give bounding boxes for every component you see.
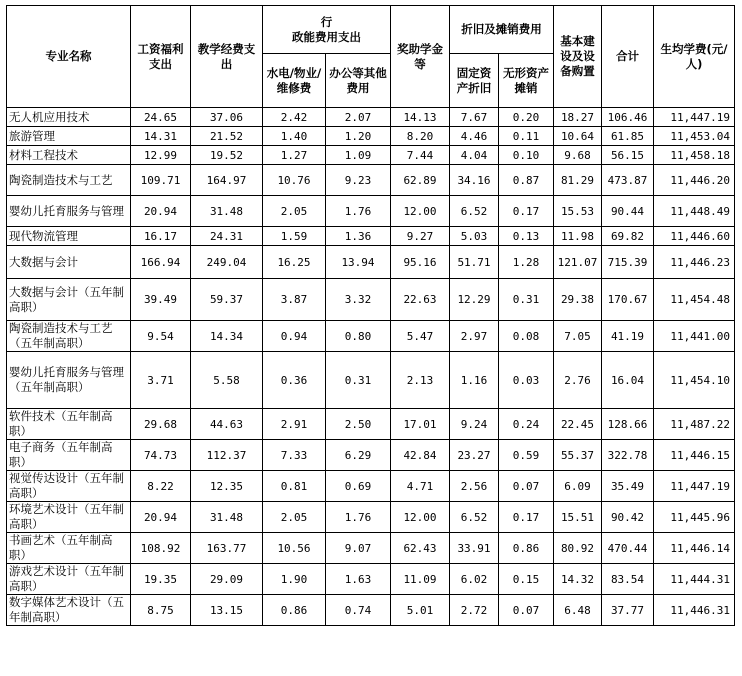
- cell-intangible: 0.11: [499, 127, 554, 146]
- cell-office: 3.32: [326, 279, 391, 321]
- cell-office: 9.07: [326, 533, 391, 564]
- cell-name: 陶瓷制造技术与工艺: [7, 165, 131, 196]
- cell-per-student: 11,458.18: [654, 146, 735, 165]
- cell-total: 56.15: [602, 146, 654, 165]
- cell-name: 软件技术（五年制高职）: [7, 409, 131, 440]
- cell-teaching: 5.58: [191, 352, 263, 409]
- cell-per-student: 11,446.15: [654, 440, 735, 471]
- cell-total: 83.54: [602, 564, 654, 595]
- table-row: [7, 321, 735, 352]
- cell-name: 书画艺术（五年制高职）: [7, 533, 131, 564]
- header-fixed-assets: 固定资产折旧: [450, 54, 499, 108]
- cell-per-student: 11,453.04: [654, 127, 735, 146]
- cell-per-student: 11,454.10: [654, 352, 735, 409]
- cell-fixed-depr: 2.97: [450, 321, 499, 352]
- cell-infrastructure: 7.05: [554, 321, 602, 352]
- cell-infrastructure: 14.32: [554, 564, 602, 595]
- cell-name: 陶瓷制造技术与工艺（五年制高职）: [7, 321, 131, 352]
- cell-intangible: 1.28: [499, 246, 554, 279]
- cell-fixed-depr: 51.71: [450, 246, 499, 279]
- cell-intangible: 0.24: [499, 409, 554, 440]
- table-row: [7, 146, 735, 165]
- cell-teaching: 31.48: [191, 502, 263, 533]
- table-row: [7, 352, 735, 409]
- cell-fixed-depr: 6.52: [450, 196, 499, 227]
- cell-total: 41.19: [602, 321, 654, 352]
- cell-fixed-depr: 6.52: [450, 502, 499, 533]
- cell-subsidy: 62.43: [391, 533, 450, 564]
- cell-infrastructure: 18.27: [554, 108, 602, 127]
- header-utilities: 水电/物业/维修费: [263, 54, 326, 108]
- cell-intangible: 0.15: [499, 564, 554, 595]
- cell-salary: 29.68: [131, 409, 191, 440]
- cell-salary: 3.71: [131, 352, 191, 409]
- cell-utilities: 2.05: [263, 502, 326, 533]
- cell-subsidy: 5.47: [391, 321, 450, 352]
- cell-salary: 19.35: [131, 564, 191, 595]
- cell-total: 106.46: [602, 108, 654, 127]
- cell-utilities: 2.42: [263, 108, 326, 127]
- cell-intangible: 0.17: [499, 502, 554, 533]
- fee-table: [6, 5, 735, 626]
- table-row: [7, 246, 735, 279]
- cell-intangible: 0.07: [499, 595, 554, 626]
- cell-per-student: 11,446.23: [654, 246, 735, 279]
- header-intangible: 无形资产摊销: [499, 54, 554, 108]
- cell-salary: 20.94: [131, 502, 191, 533]
- cell-name: 婴幼儿托育服务与管理（五年制高职）: [7, 352, 131, 409]
- cell-subsidy: 5.01: [391, 595, 450, 626]
- cell-infrastructure: 11.98: [554, 227, 602, 246]
- cell-office: 6.29: [326, 440, 391, 471]
- cell-salary: 20.94: [131, 196, 191, 227]
- cell-infrastructure: 9.68: [554, 146, 602, 165]
- cell-teaching: 29.09: [191, 564, 263, 595]
- cell-intangible: 0.31: [499, 279, 554, 321]
- cell-per-student: 11,447.19: [654, 108, 735, 127]
- cell-intangible: 0.07: [499, 471, 554, 502]
- header-admin-line1: 行: [320, 14, 333, 29]
- cell-per-student: 11,446.20: [654, 165, 735, 196]
- cell-utilities: 7.33: [263, 440, 326, 471]
- cell-office: 1.09: [326, 146, 391, 165]
- cell-salary: 166.94: [131, 246, 191, 279]
- cell-utilities: 0.94: [263, 321, 326, 352]
- cell-total: 715.39: [602, 246, 654, 279]
- cell-office: 1.36: [326, 227, 391, 246]
- cell-salary: 39.49: [131, 279, 191, 321]
- cell-name: 大数据与会计: [7, 246, 131, 279]
- table-row: [7, 409, 735, 440]
- cell-per-student: 11,441.00: [654, 321, 735, 352]
- cell-per-student: 11,454.48: [654, 279, 735, 321]
- cell-teaching: 249.04: [191, 246, 263, 279]
- cell-total: 170.67: [602, 279, 654, 321]
- cell-office: 2.07: [326, 108, 391, 127]
- cell-name: 数字媒体艺术设计（五年制高职）: [7, 595, 131, 626]
- header-admin-line2: 政能费用支出: [292, 29, 361, 44]
- cell-fixed-depr: 7.67: [450, 108, 499, 127]
- cell-salary: 108.92: [131, 533, 191, 564]
- cell-teaching: 24.31: [191, 227, 263, 246]
- header-depr-group: 折旧及摊销费用: [450, 6, 554, 54]
- cell-infrastructure: 121.07: [554, 246, 602, 279]
- cell-salary: 12.99: [131, 146, 191, 165]
- cell-teaching: 59.37: [191, 279, 263, 321]
- cell-per-student: 11,446.31: [654, 595, 735, 626]
- cell-subsidy: 17.01: [391, 409, 450, 440]
- cell-total: 128.66: [602, 409, 654, 440]
- cell-name: 游戏艺术设计（五年制高职）: [7, 564, 131, 595]
- cell-subsidy: 2.13: [391, 352, 450, 409]
- cell-teaching: 37.06: [191, 108, 263, 127]
- cell-utilities: 10.56: [263, 533, 326, 564]
- cell-intangible: 0.13: [499, 227, 554, 246]
- cell-name: 现代物流管理: [7, 227, 131, 246]
- cell-fixed-depr: 9.24: [450, 409, 499, 440]
- cell-teaching: 164.97: [191, 165, 263, 196]
- table-row: [7, 108, 735, 127]
- cell-utilities: 0.81: [263, 471, 326, 502]
- cell-fixed-depr: 23.27: [450, 440, 499, 471]
- cell-fixed-depr: 4.46: [450, 127, 499, 146]
- cell-total: 322.78: [602, 440, 654, 471]
- cell-office: 9.23: [326, 165, 391, 196]
- table-body: [7, 108, 735, 626]
- cell-office: 13.94: [326, 246, 391, 279]
- cell-teaching: 21.52: [191, 127, 263, 146]
- cell-teaching: 14.34: [191, 321, 263, 352]
- cell-subsidy: 14.13: [391, 108, 450, 127]
- cell-per-student: 11,448.49: [654, 196, 735, 227]
- cell-infrastructure: 6.48: [554, 595, 602, 626]
- cell-total: 37.77: [602, 595, 654, 626]
- cell-utilities: 2.91: [263, 409, 326, 440]
- cell-fixed-depr: 1.16: [450, 352, 499, 409]
- cell-infrastructure: 22.45: [554, 409, 602, 440]
- cell-teaching: 44.63: [191, 409, 263, 440]
- header-admin-group: [263, 6, 391, 54]
- cell-intangible: 0.10: [499, 146, 554, 165]
- header-office: 办公等其他费用: [326, 54, 391, 108]
- cell-office: 2.50: [326, 409, 391, 440]
- cell-total: 90.42: [602, 502, 654, 533]
- cell-per-student: 11,447.19: [654, 471, 735, 502]
- cell-name: 婴幼儿托育服务与管理: [7, 196, 131, 227]
- table-row: [7, 196, 735, 227]
- table-row: [7, 127, 735, 146]
- cell-per-student: 11,446.60: [654, 227, 735, 246]
- cell-office: 1.76: [326, 502, 391, 533]
- cell-fixed-depr: 6.02: [450, 564, 499, 595]
- cell-total: 470.44: [602, 533, 654, 564]
- table-row: [7, 564, 735, 595]
- cell-name: 旅游管理: [7, 127, 131, 146]
- cell-teaching: 12.35: [191, 471, 263, 502]
- table-row: [7, 471, 735, 502]
- cell-subsidy: 12.00: [391, 502, 450, 533]
- cell-salary: 24.65: [131, 108, 191, 127]
- cell-utilities: 2.05: [263, 196, 326, 227]
- table-row: [7, 279, 735, 321]
- cell-per-student: 11,445.96: [654, 502, 735, 533]
- cell-subsidy: 95.16: [391, 246, 450, 279]
- cell-subsidy: 62.89: [391, 165, 450, 196]
- cell-subsidy: 9.27: [391, 227, 450, 246]
- cell-per-student: 11,487.22: [654, 409, 735, 440]
- cell-fixed-depr: 33.91: [450, 533, 499, 564]
- cell-per-student: 11,444.31: [654, 564, 735, 595]
- cell-infrastructure: 2.76: [554, 352, 602, 409]
- cell-salary: 8.75: [131, 595, 191, 626]
- cell-per-student: 11,446.14: [654, 533, 735, 564]
- cell-salary: 109.71: [131, 165, 191, 196]
- cell-infrastructure: 6.09: [554, 471, 602, 502]
- cell-salary: 16.17: [131, 227, 191, 246]
- cell-infrastructure: 15.51: [554, 502, 602, 533]
- header-salary: 工资福利支出: [131, 6, 191, 108]
- header-infrastructure: 基本建设及设备购置: [554, 6, 602, 108]
- header-name: 专业名称: [7, 6, 131, 108]
- cell-fixed-depr: 4.04: [450, 146, 499, 165]
- cell-name: 视觉传达设计（五年制高职）: [7, 471, 131, 502]
- cell-name: 材料工程技术: [7, 146, 131, 165]
- cell-fixed-depr: 34.16: [450, 165, 499, 196]
- cell-subsidy: 22.63: [391, 279, 450, 321]
- header-per-student: 生均学费(元/人): [654, 6, 735, 108]
- cell-teaching: 31.48: [191, 196, 263, 227]
- cell-name: 大数据与会计（五年制高职）: [7, 279, 131, 321]
- cell-intangible: 0.20: [499, 108, 554, 127]
- cell-office: 0.31: [326, 352, 391, 409]
- header-total: 合计: [602, 6, 654, 108]
- cell-subsidy: 7.44: [391, 146, 450, 165]
- cell-name: 环境艺术设计（五年制高职）: [7, 502, 131, 533]
- cell-office: 0.74: [326, 595, 391, 626]
- cell-office: 0.80: [326, 321, 391, 352]
- cell-salary: 74.73: [131, 440, 191, 471]
- cell-infrastructure: 15.53: [554, 196, 602, 227]
- cell-fixed-depr: 12.29: [450, 279, 499, 321]
- cell-utilities: 10.76: [263, 165, 326, 196]
- cell-subsidy: 42.84: [391, 440, 450, 471]
- table-row: [7, 440, 735, 471]
- cell-utilities: 1.59: [263, 227, 326, 246]
- cell-infrastructure: 80.92: [554, 533, 602, 564]
- cell-office: 0.69: [326, 471, 391, 502]
- cell-utilities: 3.87: [263, 279, 326, 321]
- cell-name: 电子商务（五年制高职）: [7, 440, 131, 471]
- cell-utilities: 1.27: [263, 146, 326, 165]
- cell-teaching: 13.15: [191, 595, 263, 626]
- cell-teaching: 19.52: [191, 146, 263, 165]
- header-teaching: 教学经费支出: [191, 6, 263, 108]
- cell-infrastructure: 29.38: [554, 279, 602, 321]
- cell-infrastructure: 81.29: [554, 165, 602, 196]
- cell-utilities: 1.90: [263, 564, 326, 595]
- cell-intangible: 0.59: [499, 440, 554, 471]
- cell-infrastructure: 55.37: [554, 440, 602, 471]
- cell-name: 无人机应用技术: [7, 108, 131, 127]
- cell-intangible: 0.86: [499, 533, 554, 564]
- table-row: [7, 165, 735, 196]
- cell-total: 69.82: [602, 227, 654, 246]
- cell-salary: 8.22: [131, 471, 191, 502]
- cell-subsidy: 8.20: [391, 127, 450, 146]
- cell-total: 61.85: [602, 127, 654, 146]
- cell-total: 35.49: [602, 471, 654, 502]
- cell-utilities: 16.25: [263, 246, 326, 279]
- cell-subsidy: 4.71: [391, 471, 450, 502]
- cell-utilities: 0.86: [263, 595, 326, 626]
- cell-intangible: 0.17: [499, 196, 554, 227]
- cell-subsidy: 11.09: [391, 564, 450, 595]
- table-row: [7, 595, 735, 626]
- cell-subsidy: 12.00: [391, 196, 450, 227]
- cell-office: 1.63: [326, 564, 391, 595]
- cell-office: 1.76: [326, 196, 391, 227]
- cell-intangible: 0.03: [499, 352, 554, 409]
- cell-salary: 14.31: [131, 127, 191, 146]
- cell-total: 473.87: [602, 165, 654, 196]
- cell-intangible: 0.87: [499, 165, 554, 196]
- table-row: [7, 502, 735, 533]
- header-subsidy: 奖助学金等: [391, 6, 450, 108]
- cell-intangible: 0.08: [499, 321, 554, 352]
- cell-salary: 9.54: [131, 321, 191, 352]
- cell-fixed-depr: 5.03: [450, 227, 499, 246]
- table-row: [7, 227, 735, 246]
- cell-utilities: 1.40: [263, 127, 326, 146]
- cell-fixed-depr: 2.56: [450, 471, 499, 502]
- cell-utilities: 0.36: [263, 352, 326, 409]
- cell-infrastructure: 10.64: [554, 127, 602, 146]
- cell-total: 16.04: [602, 352, 654, 409]
- cell-total: 90.44: [602, 196, 654, 227]
- cell-teaching: 163.77: [191, 533, 263, 564]
- cell-teaching: 112.37: [191, 440, 263, 471]
- cell-office: 1.20: [326, 127, 391, 146]
- cell-fixed-depr: 2.72: [450, 595, 499, 626]
- table-row: [7, 533, 735, 564]
